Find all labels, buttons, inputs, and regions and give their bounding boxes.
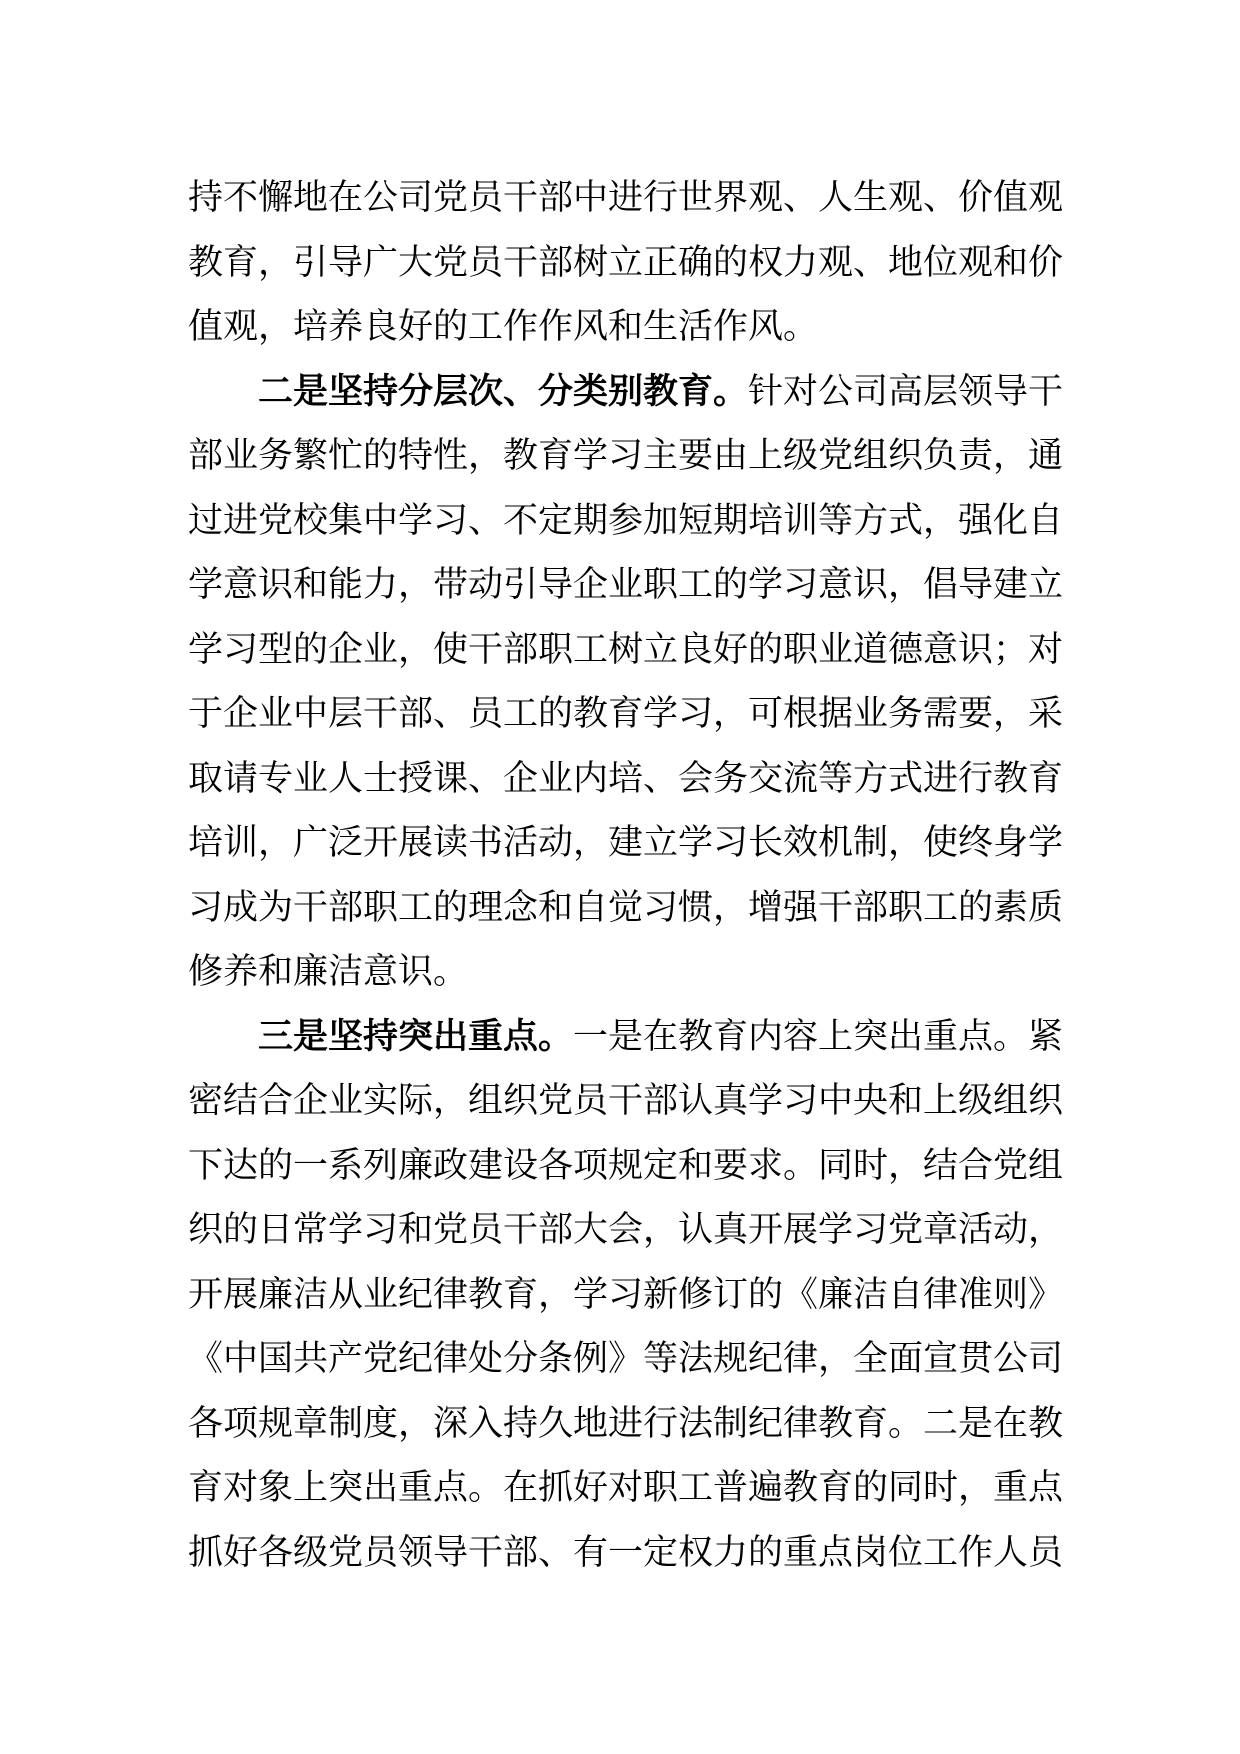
text-line: 密结合企业实际，组织党员干部认真学习中央和上级组织 [188, 1081, 1064, 1121]
paragraph-text: 针对公司高层领导干 [748, 371, 1064, 412]
text-line: 各项规章制度，深入持久地进行法制纪律教育。二是在教 [188, 1403, 1064, 1444]
text-line: 学习型的企业，使干部职工树立良好的职业道德意识；对 [188, 629, 1064, 670]
text-line: 抓好各级党员领导干部、有一定权力的重点岗位工作人员 [188, 1532, 1064, 1573]
text-line: 修养和廉洁意识。 [188, 952, 469, 992]
text-line: 学意识和能力，带动引导企业职工的学习意识，倡导建立 [188, 565, 1064, 605]
text-line: 织的日常学习和党员干部大会，认真开展学习党章活动， [188, 1210, 1064, 1250]
paragraph-2 [188, 360, 1064, 1005]
text-line: 持不懈地在公司党员干部中进行世界观、人生观、价值观 [188, 178, 1064, 218]
paragraph-lead: 二是坚持分层次、分类别教育。 [258, 371, 749, 412]
paragraph-text: 一是在教育内容上突出重点。紧 [573, 1016, 1064, 1057]
paragraph-3 [188, 1005, 1064, 1586]
text-line: 习成为干部职工的理念和自觉习惯，增强干部职工的素质 [188, 887, 1064, 928]
text-line: 开展廉洁从业纪律教育，学习新修订的《廉洁自律准则》 [188, 1274, 1064, 1315]
paragraph-1 [188, 166, 1064, 360]
text-line: 培训，广泛开展读书活动，建立学习长效机制，使终身学 [188, 823, 1064, 863]
text-line: 于企业中层干部、员工的教育学习，可根据业务需要，采 [188, 694, 1064, 734]
text-line: 下达的一系列廉政建设各项规定和要求。同时，结合党组 [188, 1145, 1064, 1186]
text-line: 《中国共产党纪律处分条例》等法规纪律，全面宣贯公司 [188, 1339, 1064, 1379]
document-page [188, 166, 1064, 1585]
text-line: 部业务繁忙的特性，教育学习主要由上级党组织负责，通 [188, 436, 1064, 476]
text-line-first [188, 360, 1064, 425]
text-line: 育对象上突出重点。在抓好对职工普遍教育的同时，重点 [188, 1468, 1064, 1508]
text-line: 值观，培养良好的工作作风和生活作风。 [188, 307, 819, 347]
text-line: 教育，引导广大党员干部树立正确的权力观、地位观和价 [188, 242, 1064, 283]
text-line: 取请专业人士授课、企业内培、会务交流等方式进行教育 [188, 758, 1064, 799]
text-line-first [188, 1005, 1064, 1070]
paragraph-lead: 三是坚持突出重点。 [258, 1016, 574, 1057]
text-line: 过进党校集中学习、不定期参加短期培训等方式，强化自 [188, 500, 1064, 541]
